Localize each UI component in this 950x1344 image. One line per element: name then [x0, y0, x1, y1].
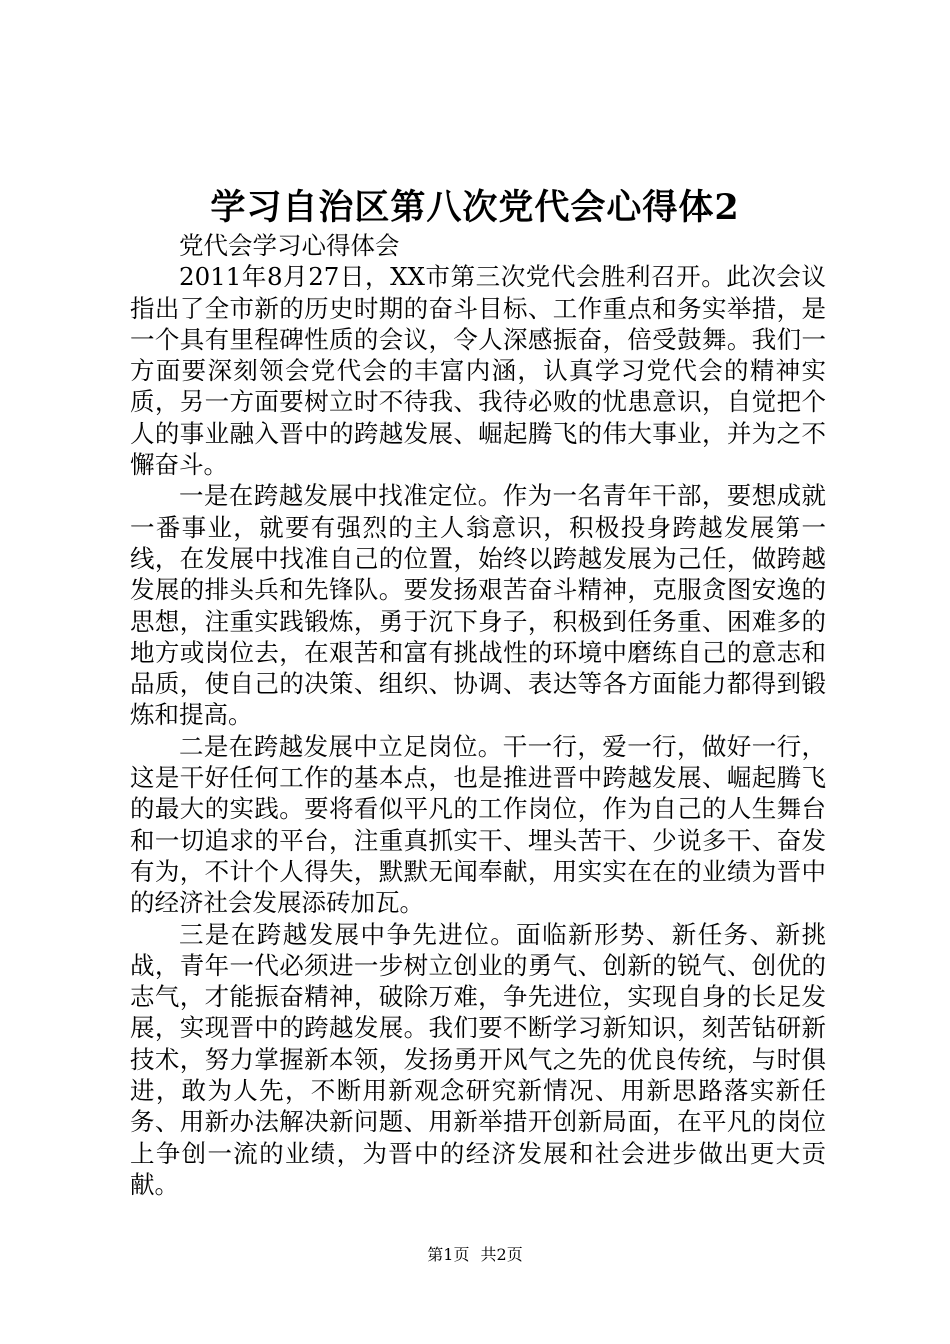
- page-total: 共2页: [480, 1245, 523, 1264]
- page-number: 第1页: [427, 1245, 470, 1264]
- paragraph-subtitle: 党代会学习心得体会: [179, 231, 400, 260]
- paragraph-intro: 2011年8月27日，XX市第三次党代会胜利召开。此次会议指出了全市新的历史时期的奋斗目标、工作重点和务实举措，是一个具有里程碑性质的会议，令人深感振奋，倍受鼓舞。我们一方面要深刻领会党代会的丰富内涵，认真学习党代会的精神实质，另一方面要树立时不待我、我待必败的忧患意识，自觉把个人的事业融入晋中的跨越发展、崛起腾飞的伟大事业，并为之不懈奋斗。: [130, 262, 826, 480]
- paragraph-point-two: 二是在跨越发展中立足岗位。干一行，爱一行，做好一行，这是干好任何工作的基本点，也是推进晋中跨越发展、崛起腾飞的最大的实践。要将看似平凡的工作岗位，作为自己的人生舞台和一切追求的平台，注重真抓实干、埋头苦干、少说多干、奋发有为，不计个人得失，默默无闻奉献，用实实在在的业绩为晋中的经济社会发展添砖加瓦。: [130, 731, 826, 918]
- paragraph-point-three: 三是在跨越发展中争先进位。面临新形势、新任务、新挑战，青年一代必须进一步树立创业的勇气、创新的锐气、创优的志气，才能振奋精神，破除万难，争先进位，实现自身的长足发展，实现晋中的跨越发展。我们要不断学习新知识，刻苦钻研新技术，努力掌握新本领，发扬勇开风气之先的优良传统，与时俱进，敢为人先，不断用新观念研究新情况、用新思路落实新任务、用新办法解决新问题、用新举措开创新局面，在平凡的岗位上争创一流的业绩，为晋中的经济发展和社会进步做出更大贡献。: [130, 919, 826, 1199]
- paragraph-point-one: 一是在跨越发展中找准定位。作为一名青年干部，要想成就一番事业，就要有强烈的主人翁意识，积极投身跨越发展第一线，在发展中找准自己的位置，始终以跨越发展为己任，做跨越发展的排头兵和先锋队。要发扬艰苦奋斗精神，克服贪图安逸的思想，注重实践锻炼，勇于沉下身子，积极到任务重、困难多的地方或岗位去，在艰苦和富有挑战性的环境中磨练自己的意志和品质，使自己的决策、组织、协调、表达等各方面能力都得到锻炼和提高。: [130, 481, 826, 730]
- document-title: 学习自治区第八次党代会心得体2: [210, 187, 740, 228]
- document-body: [130, 230, 826, 1200]
- page-footer: [0, 1244, 950, 1266]
